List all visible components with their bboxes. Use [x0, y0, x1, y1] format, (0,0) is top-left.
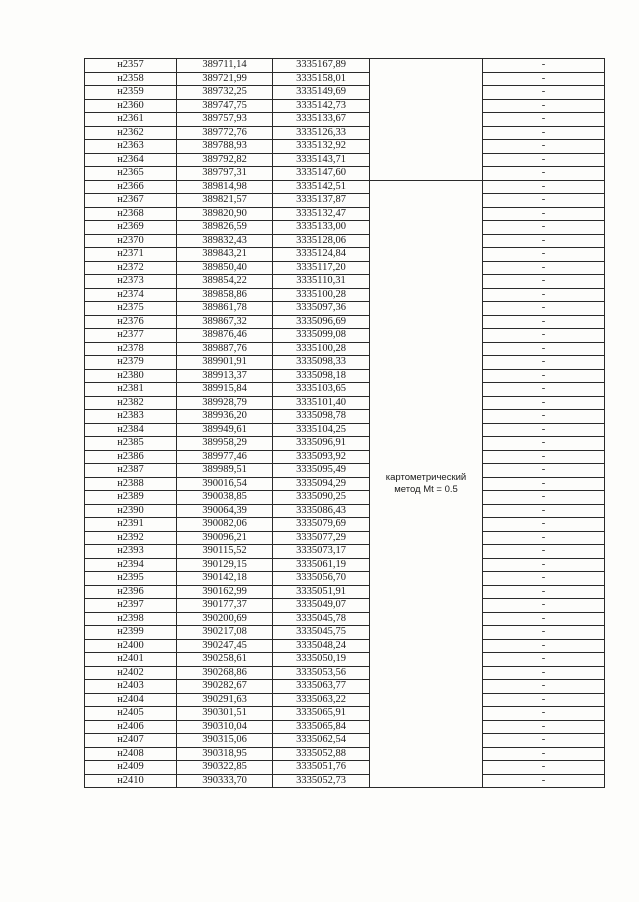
coord-x-cell: 390310,04: [177, 720, 273, 734]
error-cell: -: [483, 450, 605, 464]
point-name-cell: н2380: [85, 369, 177, 383]
error-cell: -: [483, 329, 605, 343]
table-row: [85, 477, 605, 491]
table-row: [85, 680, 605, 694]
table-row: [85, 99, 605, 113]
error-cell: -: [483, 666, 605, 680]
table-row: [85, 639, 605, 653]
coord-y-cell: 3335137,87: [273, 194, 370, 208]
table-row: [85, 180, 605, 194]
error-cell: -: [483, 680, 605, 694]
coord-y-cell: 3335073,17: [273, 545, 370, 559]
point-name-cell: н2405: [85, 707, 177, 721]
point-name-cell: н2364: [85, 153, 177, 167]
point-name-cell: н2391: [85, 518, 177, 532]
coord-x-cell: 389861,78: [177, 302, 273, 316]
table-row: [85, 342, 605, 356]
coord-y-cell: 3335096,69: [273, 315, 370, 329]
error-cell: -: [483, 315, 605, 329]
coord-x-cell: 390258,61: [177, 653, 273, 667]
coord-x-cell: 389757,93: [177, 113, 273, 127]
error-cell: -: [483, 410, 605, 424]
point-name-cell: н2407: [85, 734, 177, 748]
table-row: [85, 572, 605, 586]
point-name-cell: н2389: [85, 491, 177, 505]
table-row: [85, 585, 605, 599]
error-cell: -: [483, 653, 605, 667]
coord-x-cell: 390016,54: [177, 477, 273, 491]
point-name-cell: н2374: [85, 288, 177, 302]
error-cell: -: [483, 396, 605, 410]
coord-y-cell: 3335053,56: [273, 666, 370, 680]
error-cell: -: [483, 261, 605, 275]
table-row: [85, 248, 605, 262]
table-row: [85, 504, 605, 518]
coord-x-cell: 389913,37: [177, 369, 273, 383]
coord-x-cell: 389797,31: [177, 167, 273, 181]
error-cell: -: [483, 747, 605, 761]
coord-y-cell: 3335110,31: [273, 275, 370, 289]
method-label-line: метод Mt = 0.5: [394, 483, 458, 495]
point-name-cell: н2376: [85, 315, 177, 329]
error-cell: -: [483, 275, 605, 289]
coord-x-cell: 389821,57: [177, 194, 273, 208]
point-name-cell: н2409: [85, 761, 177, 775]
table-row: [85, 86, 605, 100]
error-cell: -: [483, 491, 605, 505]
table-row: [85, 707, 605, 721]
coord-y-cell: 3335094,29: [273, 477, 370, 491]
point-name-cell: н2369: [85, 221, 177, 235]
table-row: [85, 167, 605, 181]
table-row: [85, 275, 605, 289]
coord-x-cell: 389788,93: [177, 140, 273, 154]
method-cell: [370, 180, 483, 788]
error-cell: -: [483, 126, 605, 140]
error-cell: -: [483, 369, 605, 383]
coord-x-cell: 389876,46: [177, 329, 273, 343]
point-name-cell: н2377: [85, 329, 177, 343]
point-name-cell: н2402: [85, 666, 177, 680]
table-row: [85, 113, 605, 127]
error-cell: -: [483, 558, 605, 572]
error-cell: -: [483, 720, 605, 734]
table-row: [85, 545, 605, 559]
point-name-cell: н2366: [85, 180, 177, 194]
point-name-cell: н2400: [85, 639, 177, 653]
coord-y-cell: 3335098,18: [273, 369, 370, 383]
coord-x-cell: 389820,90: [177, 207, 273, 221]
coord-y-cell: 3335167,89: [273, 59, 370, 73]
coord-y-cell: 3335133,67: [273, 113, 370, 127]
coord-y-cell: 3335149,69: [273, 86, 370, 100]
point-name-cell: н2406: [85, 720, 177, 734]
table-row: [85, 207, 605, 221]
table-row: [85, 126, 605, 140]
coord-y-cell: 3335126,33: [273, 126, 370, 140]
table-row: [85, 72, 605, 86]
coord-y-cell: 3335077,29: [273, 531, 370, 545]
table-row: [85, 734, 605, 748]
coord-y-cell: 3335147,60: [273, 167, 370, 181]
point-name-cell: н2394: [85, 558, 177, 572]
coord-y-cell: 3335103,65: [273, 383, 370, 397]
coord-y-cell: 3335051,91: [273, 585, 370, 599]
table-row: [85, 666, 605, 680]
point-name-cell: н2361: [85, 113, 177, 127]
coord-x-cell: 389747,75: [177, 99, 273, 113]
coord-y-cell: 3335056,70: [273, 572, 370, 586]
point-name-cell: н2401: [85, 653, 177, 667]
coordinates-table-body: [85, 59, 605, 788]
error-cell: -: [483, 383, 605, 397]
error-cell: -: [483, 356, 605, 370]
table-row: [85, 261, 605, 275]
coord-x-cell: 390322,85: [177, 761, 273, 775]
error-cell: -: [483, 585, 605, 599]
coordinates-table: [84, 58, 605, 788]
point-name-cell: н2368: [85, 207, 177, 221]
table-row: [85, 774, 605, 788]
coord-x-cell: 390064,39: [177, 504, 273, 518]
coord-x-cell: 389792,82: [177, 153, 273, 167]
error-cell: -: [483, 639, 605, 653]
coord-y-cell: 3335045,75: [273, 626, 370, 640]
error-cell: -: [483, 99, 605, 113]
table-row: [85, 234, 605, 248]
point-name-cell: н2396: [85, 585, 177, 599]
point-name-cell: н2362: [85, 126, 177, 140]
point-name-cell: н2393: [85, 545, 177, 559]
coord-y-cell: 3335062,54: [273, 734, 370, 748]
coord-x-cell: 390162,99: [177, 585, 273, 599]
point-name-cell: н2379: [85, 356, 177, 370]
error-cell: -: [483, 153, 605, 167]
table-row: [85, 315, 605, 329]
point-name-cell: н2381: [85, 383, 177, 397]
error-cell: -: [483, 234, 605, 248]
table-row: [85, 747, 605, 761]
error-cell: -: [483, 140, 605, 154]
coord-x-cell: 389928,79: [177, 396, 273, 410]
error-cell: -: [483, 221, 605, 235]
point-name-cell: н2363: [85, 140, 177, 154]
error-cell: -: [483, 707, 605, 721]
table-row: [85, 329, 605, 343]
point-name-cell: н2399: [85, 626, 177, 640]
coord-x-cell: 390200,69: [177, 612, 273, 626]
error-cell: -: [483, 59, 605, 73]
coord-x-cell: 389915,84: [177, 383, 273, 397]
error-cell: -: [483, 761, 605, 775]
point-name-cell: н2392: [85, 531, 177, 545]
point-name-cell: н2370: [85, 234, 177, 248]
coord-x-cell: 389850,40: [177, 261, 273, 275]
table-row: [85, 153, 605, 167]
table-row: [85, 612, 605, 626]
coord-x-cell: 389858,86: [177, 288, 273, 302]
error-cell: -: [483, 288, 605, 302]
coord-y-cell: 3335051,76: [273, 761, 370, 775]
table-row: [85, 396, 605, 410]
point-name-cell: н2359: [85, 86, 177, 100]
table-row: [85, 410, 605, 424]
table-row: [85, 302, 605, 316]
coord-y-cell: 3335052,73: [273, 774, 370, 788]
coord-x-cell: 390115,52: [177, 545, 273, 559]
coord-y-cell: 3335090,25: [273, 491, 370, 505]
coord-x-cell: 389843,21: [177, 248, 273, 262]
error-cell: -: [483, 518, 605, 532]
error-cell: -: [483, 464, 605, 478]
coord-x-cell: 390217,08: [177, 626, 273, 640]
error-cell: -: [483, 531, 605, 545]
table-row: [85, 558, 605, 572]
error-cell: -: [483, 423, 605, 437]
error-cell: -: [483, 248, 605, 262]
coord-x-cell: 390318,95: [177, 747, 273, 761]
coord-y-cell: 3335048,24: [273, 639, 370, 653]
coord-y-cell: 3335052,88: [273, 747, 370, 761]
error-cell: -: [483, 693, 605, 707]
point-name-cell: н2383: [85, 410, 177, 424]
table-row: [85, 761, 605, 775]
error-cell: -: [483, 504, 605, 518]
table-row: [85, 491, 605, 505]
point-name-cell: н2371: [85, 248, 177, 262]
coord-x-cell: 389732,25: [177, 86, 273, 100]
point-name-cell: н2398: [85, 612, 177, 626]
point-name-cell: н2387: [85, 464, 177, 478]
coord-x-cell: 389936,20: [177, 410, 273, 424]
table-row: [85, 140, 605, 154]
error-cell: -: [483, 626, 605, 640]
table-row: [85, 59, 605, 73]
coord-y-cell: 3335061,19: [273, 558, 370, 572]
coord-x-cell: 389887,76: [177, 342, 273, 356]
coord-x-cell: 389989,51: [177, 464, 273, 478]
point-name-cell: н2395: [85, 572, 177, 586]
table-row: [85, 531, 605, 545]
coord-x-cell: 389826,59: [177, 221, 273, 235]
coord-x-cell: 390142,18: [177, 572, 273, 586]
coord-y-cell: 3335142,51: [273, 180, 370, 194]
point-name-cell: н2372: [85, 261, 177, 275]
coord-x-cell: 389958,29: [177, 437, 273, 451]
point-name-cell: н2390: [85, 504, 177, 518]
point-name-cell: н2375: [85, 302, 177, 316]
table-row: [85, 450, 605, 464]
error-cell: -: [483, 477, 605, 491]
coord-y-cell: 3335104,25: [273, 423, 370, 437]
table-row: [85, 383, 605, 397]
error-cell: -: [483, 774, 605, 788]
coord-x-cell: 389832,43: [177, 234, 273, 248]
error-cell: -: [483, 180, 605, 194]
coord-x-cell: 390129,15: [177, 558, 273, 572]
point-name-cell: н2358: [85, 72, 177, 86]
coord-y-cell: 3335117,20: [273, 261, 370, 275]
coord-y-cell: 3335142,73: [273, 99, 370, 113]
coord-y-cell: 3335065,91: [273, 707, 370, 721]
coord-x-cell: 390333,70: [177, 774, 273, 788]
coord-y-cell: 3335098,33: [273, 356, 370, 370]
point-name-cell: н2367: [85, 194, 177, 208]
coord-x-cell: 390247,45: [177, 639, 273, 653]
coord-x-cell: 390177,37: [177, 599, 273, 613]
error-cell: -: [483, 437, 605, 451]
point-name-cell: н2397: [85, 599, 177, 613]
coord-y-cell: 3335158,01: [273, 72, 370, 86]
coord-x-cell: 389867,32: [177, 315, 273, 329]
coordinates-sheet: [84, 58, 604, 788]
table-row: [85, 221, 605, 235]
error-cell: -: [483, 72, 605, 86]
coord-x-cell: 390268,86: [177, 666, 273, 680]
coord-x-cell: 390082,06: [177, 518, 273, 532]
coord-x-cell: 390291,63: [177, 693, 273, 707]
error-cell: -: [483, 207, 605, 221]
point-name-cell: н2388: [85, 477, 177, 491]
coord-y-cell: 3335095,49: [273, 464, 370, 478]
table-row: [85, 693, 605, 707]
coord-y-cell: 3335086,43: [273, 504, 370, 518]
error-cell: -: [483, 302, 605, 316]
table-row: [85, 437, 605, 451]
table-row: [85, 626, 605, 640]
error-cell: -: [483, 599, 605, 613]
table-row: [85, 653, 605, 667]
point-name-cell: н2410: [85, 774, 177, 788]
point-name-cell: н2373: [85, 275, 177, 289]
point-name-cell: н2408: [85, 747, 177, 761]
coord-x-cell: 389711,14: [177, 59, 273, 73]
coord-x-cell: 389901,91: [177, 356, 273, 370]
point-name-cell: н2384: [85, 423, 177, 437]
point-name-cell: н2404: [85, 693, 177, 707]
coord-x-cell: 389854,22: [177, 275, 273, 289]
coord-y-cell: 3335143,71: [273, 153, 370, 167]
error-cell: -: [483, 194, 605, 208]
coord-y-cell: 3335093,92: [273, 450, 370, 464]
error-cell: -: [483, 545, 605, 559]
coord-x-cell: 389814,98: [177, 180, 273, 194]
error-cell: -: [483, 167, 605, 181]
error-cell: -: [483, 734, 605, 748]
coord-y-cell: 3335132,47: [273, 207, 370, 221]
coord-y-cell: 3335063,77: [273, 680, 370, 694]
coord-y-cell: 3335045,78: [273, 612, 370, 626]
table-row: [85, 518, 605, 532]
table-row: [85, 464, 605, 478]
coord-x-cell: 390315,06: [177, 734, 273, 748]
point-name-cell: н2382: [85, 396, 177, 410]
coord-x-cell: 390038,85: [177, 491, 273, 505]
coord-y-cell: 3335097,36: [273, 302, 370, 316]
point-name-cell: н2378: [85, 342, 177, 356]
coord-y-cell: 3335132,92: [273, 140, 370, 154]
point-name-cell: н2360: [85, 99, 177, 113]
point-name-cell: н2386: [85, 450, 177, 464]
coord-y-cell: 3335049,07: [273, 599, 370, 613]
point-name-cell: н2357: [85, 59, 177, 73]
method-label-line: картометрический: [385, 471, 467, 483]
coord-y-cell: 3335096,91: [273, 437, 370, 451]
error-cell: -: [483, 342, 605, 356]
coord-y-cell: 3335124,84: [273, 248, 370, 262]
table-row: [85, 720, 605, 734]
coord-y-cell: 3335063,22: [273, 693, 370, 707]
table-row: [85, 423, 605, 437]
coord-y-cell: 3335101,40: [273, 396, 370, 410]
error-cell: -: [483, 612, 605, 626]
coord-y-cell: 3335133,00: [273, 221, 370, 235]
coord-y-cell: 3335128,06: [273, 234, 370, 248]
coord-x-cell: 390301,51: [177, 707, 273, 721]
coord-x-cell: 389721,99: [177, 72, 273, 86]
error-cell: -: [483, 113, 605, 127]
table-row: [85, 356, 605, 370]
table-row: [85, 599, 605, 613]
table-row: [85, 288, 605, 302]
table-row: [85, 194, 605, 208]
coord-x-cell: 390282,67: [177, 680, 273, 694]
coord-y-cell: 3335079,69: [273, 518, 370, 532]
coord-x-cell: 389949,61: [177, 423, 273, 437]
error-cell: -: [483, 572, 605, 586]
coord-x-cell: 390096,21: [177, 531, 273, 545]
coord-x-cell: 389772,76: [177, 126, 273, 140]
method-cell-empty: [370, 59, 483, 181]
coord-y-cell: 3335100,28: [273, 288, 370, 302]
coord-x-cell: 389977,46: [177, 450, 273, 464]
error-cell: -: [483, 86, 605, 100]
coord-y-cell: 3335065,84: [273, 720, 370, 734]
coord-y-cell: 3335098,78: [273, 410, 370, 424]
table-row: [85, 369, 605, 383]
coord-y-cell: 3335099,08: [273, 329, 370, 343]
point-name-cell: н2365: [85, 167, 177, 181]
coord-y-cell: 3335100,28: [273, 342, 370, 356]
point-name-cell: н2403: [85, 680, 177, 694]
coord-y-cell: 3335050,19: [273, 653, 370, 667]
point-name-cell: н2385: [85, 437, 177, 451]
